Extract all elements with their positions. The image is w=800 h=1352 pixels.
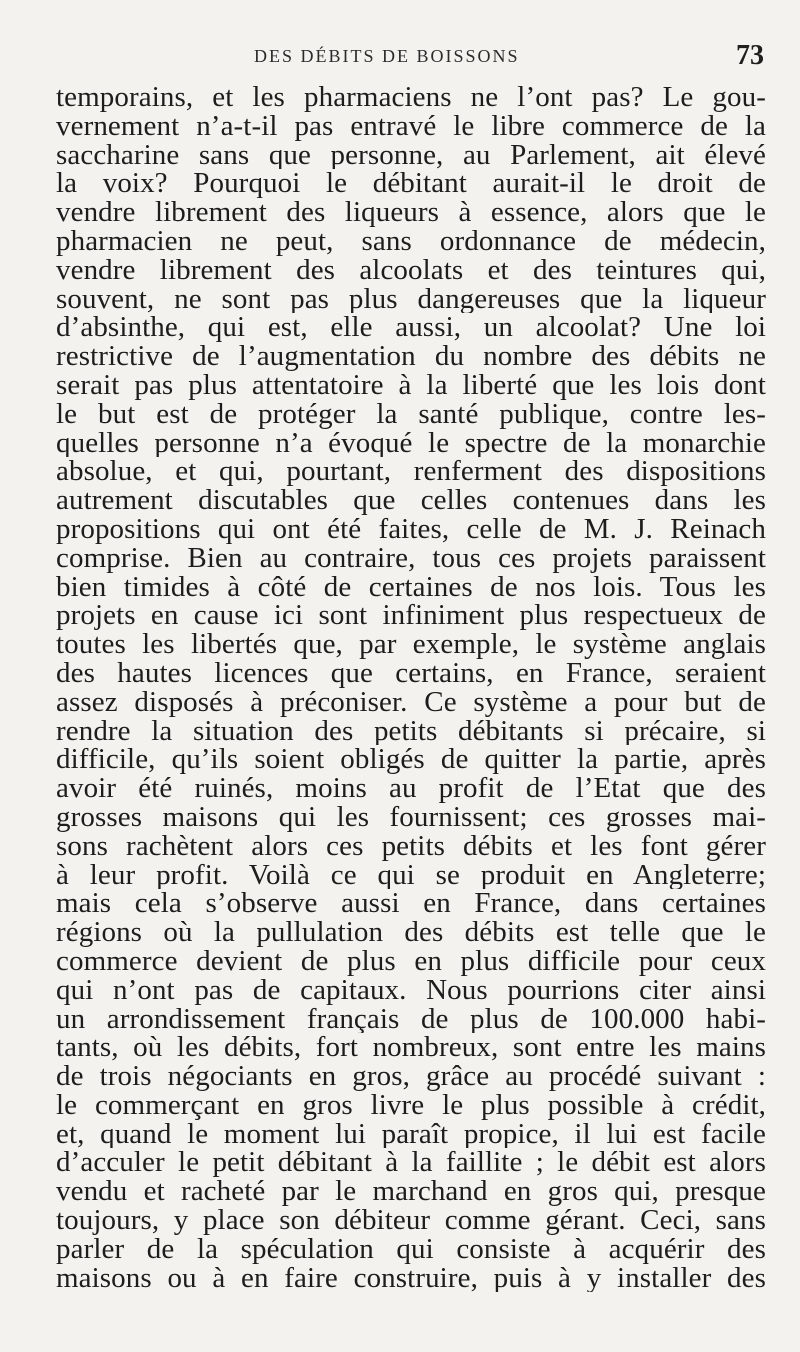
text-line-14: absolue, et qui, pourtant, renferment des dispositions	[56, 457, 766, 487]
text-line-06: pharmacien ne peut, sans ordonnance de médecin,	[56, 226, 766, 256]
running-title: DES DÉBITS DE BOISSONS	[254, 46, 520, 66]
text-line-38: d’acculer le petit débitant à la faillite ; le débit est alors	[56, 1148, 766, 1178]
text-line-32: qui n’ont pas de capitaux. Nous pourrions citer ainsi	[56, 975, 766, 1005]
text-line-27: sons rachètent alors ces petits débits et les font gérer	[56, 831, 766, 861]
text-line-11: serait pas plus attentatoire à la liberté que les lois dont	[56, 370, 766, 400]
text-line-31: commerce devient de plus en plus difficile pour ceux	[56, 946, 766, 976]
text-line-39: vendu et racheté par le marchand en gros qui, presque	[56, 1177, 766, 1207]
text-line-25: avoir été ruinés, moins au profit de l’Etat que des	[56, 774, 766, 803]
text-line-17: comprise. Bien au contraire, tous ces projets paraissent	[56, 543, 766, 573]
text-line-33: un arrondissement français de plus de 100.000 habi-	[56, 1004, 766, 1034]
text-line-35: de trois négociants en gros, grâce au procédé suivant :	[56, 1062, 766, 1091]
text-line-21: des hautes licences que certains, en France, seraient	[56, 658, 766, 688]
text-line-26: grosses maisons qui les fournissent; ces grosses mai-	[56, 802, 766, 832]
text-line-34: tants, où les débits, fort nombreux, sont entre les mains	[56, 1033, 766, 1063]
text-line-15: autrement discutables que celles contenues dans les	[56, 486, 766, 515]
text-line-20: toutes les libertés que, par exemple, le système anglais	[56, 630, 766, 659]
text-line-36: le commerçant en gros livre le plus possible à crédit,	[56, 1090, 766, 1120]
text-line-28: à leur profit. Voilà ce qui se produit en Angleterre;	[56, 860, 766, 890]
text-line-18: bien timides à côté de certaines de nos lois. Tous les	[56, 572, 766, 602]
text-line-30: régions où la pullulation des débits est telle que le	[56, 918, 766, 947]
text-line-29: mais cela s’observe aussi en France, dans certaines	[56, 889, 766, 919]
running-header	[56, 38, 766, 78]
text-line-37: et, quand le moment lui paraît propice, il lui est facile	[56, 1119, 766, 1149]
text-line-04: la voix? Pourquoi le débitant aurait-il le droit de	[56, 169, 766, 199]
page-number: 73	[736, 40, 764, 71]
text-line-05: vendre librement des liqueurs à essence, alors que le	[56, 198, 766, 227]
text-line-13: quelles personne n’a évoqué le spectre de la monarchie	[56, 428, 766, 458]
text-line-09: d’absinthe, qui est, elle aussi, un alcoolat? Une loi	[56, 313, 766, 343]
body-text	[56, 83, 766, 1292]
text-line-10: restrictive de l’augmentation du nombre des débits ne	[56, 342, 766, 371]
text-line-07: vendre librement des alcoolats et des teintures qui,	[56, 255, 766, 285]
text-line-40: toujours, y place son débiteur comme gérant. Ceci, sans	[56, 1206, 766, 1235]
text-line-08: souvent, ne sont pas plus dangereuses que la liqueur	[56, 284, 766, 314]
text-line-12: le but est de protéger la santé publique, contre les-	[56, 399, 766, 429]
text-line-24: difficile, qu’ils soient obligés de quitter la partie, après	[56, 745, 766, 775]
text-line-41: parler de la spéculation qui consiste à acquérir des	[56, 1234, 766, 1264]
text-line-19: projets en cause ici sont infiniment plus respectueux de	[56, 601, 766, 631]
text-line-03: saccharine sans que personne, au Parlement, ait élevé	[56, 140, 766, 170]
text-line-23: rendre la situation des petits débitants si précaire, si	[56, 716, 766, 746]
text-line-42: maisons ou à en faire construire, puis à y installer des	[56, 1263, 766, 1293]
text-line-22: assez disposés à préconiser. Ce système a pour but de	[56, 687, 766, 717]
text-line-01: temporains, et les pharmaciens ne l’ont pas? Le gou-	[56, 83, 766, 112]
text-line-02: vernement n’a-t-il pas entravé le libre commerce de la	[56, 111, 766, 141]
text-line-16: propositions qui ont été faites, celle de M. J. Reinach	[56, 514, 766, 544]
